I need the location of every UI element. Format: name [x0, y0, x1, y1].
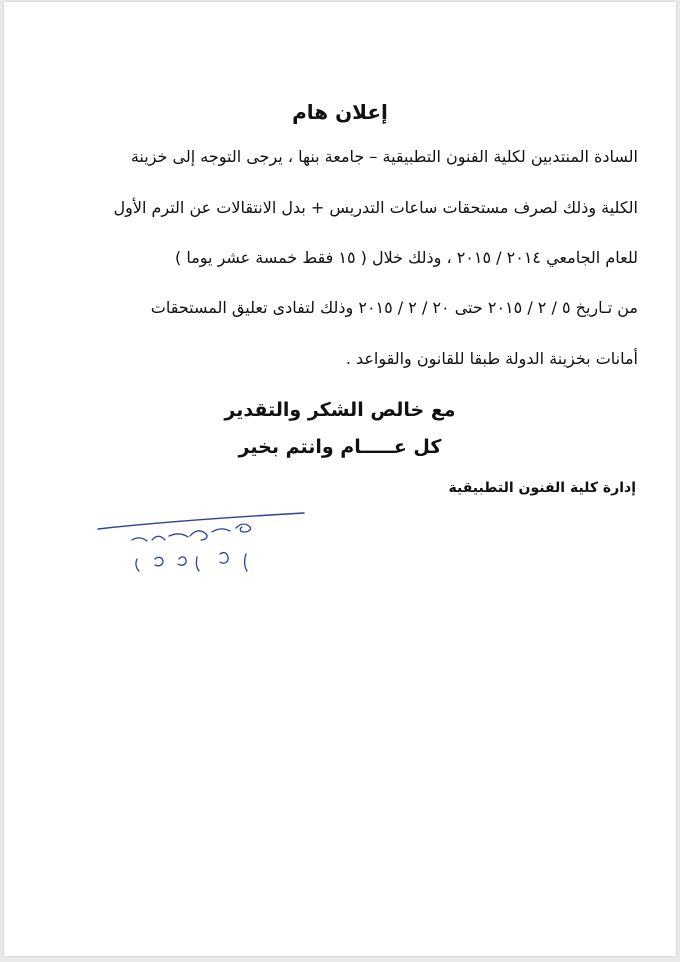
- paragraph-line-5: أمانات بخزينة الدولة طبقا للقانون والقواعد .: [345, 349, 638, 368]
- paragraph-line-3: للعام الجامعي ٢٠١٤ / ٢٠١٥ ، وذلك خلال ( ١٥ فقط خمسة عشر يوما ): [174, 248, 638, 267]
- announcement-page: [4, 2, 676, 956]
- paragraph-line-1: السادة المنتدبين لكلية الفنون التطبيقية – جامعة بنها ، يرجى التوجه إلى خزينة: [130, 147, 638, 166]
- closing-greeting: كل عـــــام وانتم بخير: [238, 436, 442, 458]
- paragraph-line-4: من تـاريخ ٥ / ٢ / ٢٠١٥ حتى ٢٠ / ٢ / ٢٠١٥ وذلك لتفادى تعليق المستحقات: [150, 298, 638, 317]
- issuer-name: إدارة كلية الفنون التطبيقية: [448, 480, 636, 496]
- paragraph-line-2: الكلية وذلك لصرف مستحقات ساعات التدريس + بدل الانتقالات عن الترم الأول: [113, 198, 638, 217]
- announcement-title: إعلان هام: [292, 100, 388, 124]
- handwritten-signature: [96, 505, 316, 585]
- closing-thanks: مع خالص الشكر والتقدير: [224, 399, 456, 421]
